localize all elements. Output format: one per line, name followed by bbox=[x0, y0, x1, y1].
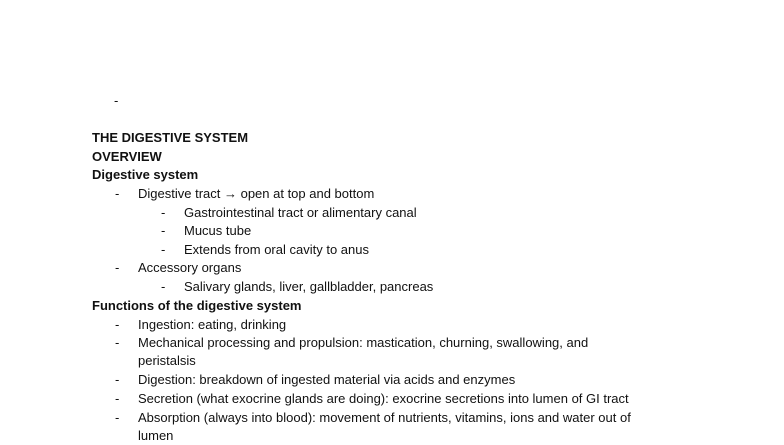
list-item-text: Secretion (what exocrine glands are doing): exocrine secretions into lumen of GI tract bbox=[138, 391, 629, 406]
sub-list-item-text: Salivary glands, liver, gallbladder, pancreas bbox=[184, 279, 434, 294]
sub-list-item bbox=[0, 278, 784, 296]
sub-list-item bbox=[0, 204, 784, 222]
bullet-dash: - bbox=[115, 391, 120, 406]
bullet-dash: - bbox=[115, 260, 120, 275]
list-item bbox=[0, 409, 784, 427]
sub-list-item bbox=[0, 241, 784, 259]
sub-list-item-text: Extends from oral cavity to anus bbox=[184, 242, 369, 257]
bullet-dash: - bbox=[161, 279, 166, 294]
list-item-text: Digestive tract → open at top and bottom bbox=[138, 186, 375, 201]
list-item bbox=[0, 371, 784, 389]
section-heading-digestive-system: Digestive system bbox=[92, 167, 199, 182]
list-item-text: Accessory organs bbox=[138, 260, 242, 275]
list-item bbox=[0, 334, 784, 352]
list-item bbox=[0, 259, 784, 277]
section-heading-functions: Functions of the digestive system bbox=[92, 298, 302, 313]
list-item bbox=[0, 185, 784, 203]
sub-list-item-text: Mucus tube bbox=[184, 223, 252, 238]
list-item-text: Ingestion: eating, drinking bbox=[138, 317, 287, 332]
bullet-dash: - bbox=[161, 242, 166, 257]
list-item-text: Mechanical processing and propulsion: mastication, churning, swallowing, and bbox=[138, 335, 589, 350]
sub-list-item-text: Gastrointestinal tract or alimentary canal bbox=[184, 205, 417, 220]
list-item bbox=[0, 316, 784, 334]
sub-list-item bbox=[0, 222, 784, 240]
bullet-dash: - bbox=[161, 223, 166, 238]
list-item-text: Absorption (always into blood): movement of nutrients, vitamins, ions and water out of bbox=[138, 410, 631, 425]
document-title: THE DIGESTIVE SYSTEM bbox=[92, 130, 249, 145]
list-item-continuation: lumen bbox=[138, 428, 174, 443]
bullet-dash: - bbox=[115, 372, 120, 387]
bullet-dash: - bbox=[115, 317, 120, 332]
list-item-text: Digestion: breakdown of ingested material via acids and enzymes bbox=[138, 372, 516, 387]
list-item-continuation: peristalsis bbox=[138, 353, 196, 368]
bullet-dash: - bbox=[115, 186, 120, 201]
bullet-dash: - bbox=[161, 205, 166, 220]
bullet-dash: - bbox=[115, 335, 120, 350]
document-subtitle: OVERVIEW bbox=[92, 149, 162, 164]
bullet-dash: - bbox=[115, 410, 120, 425]
list-item bbox=[0, 390, 784, 408]
stray-dash: - bbox=[114, 93, 119, 108]
